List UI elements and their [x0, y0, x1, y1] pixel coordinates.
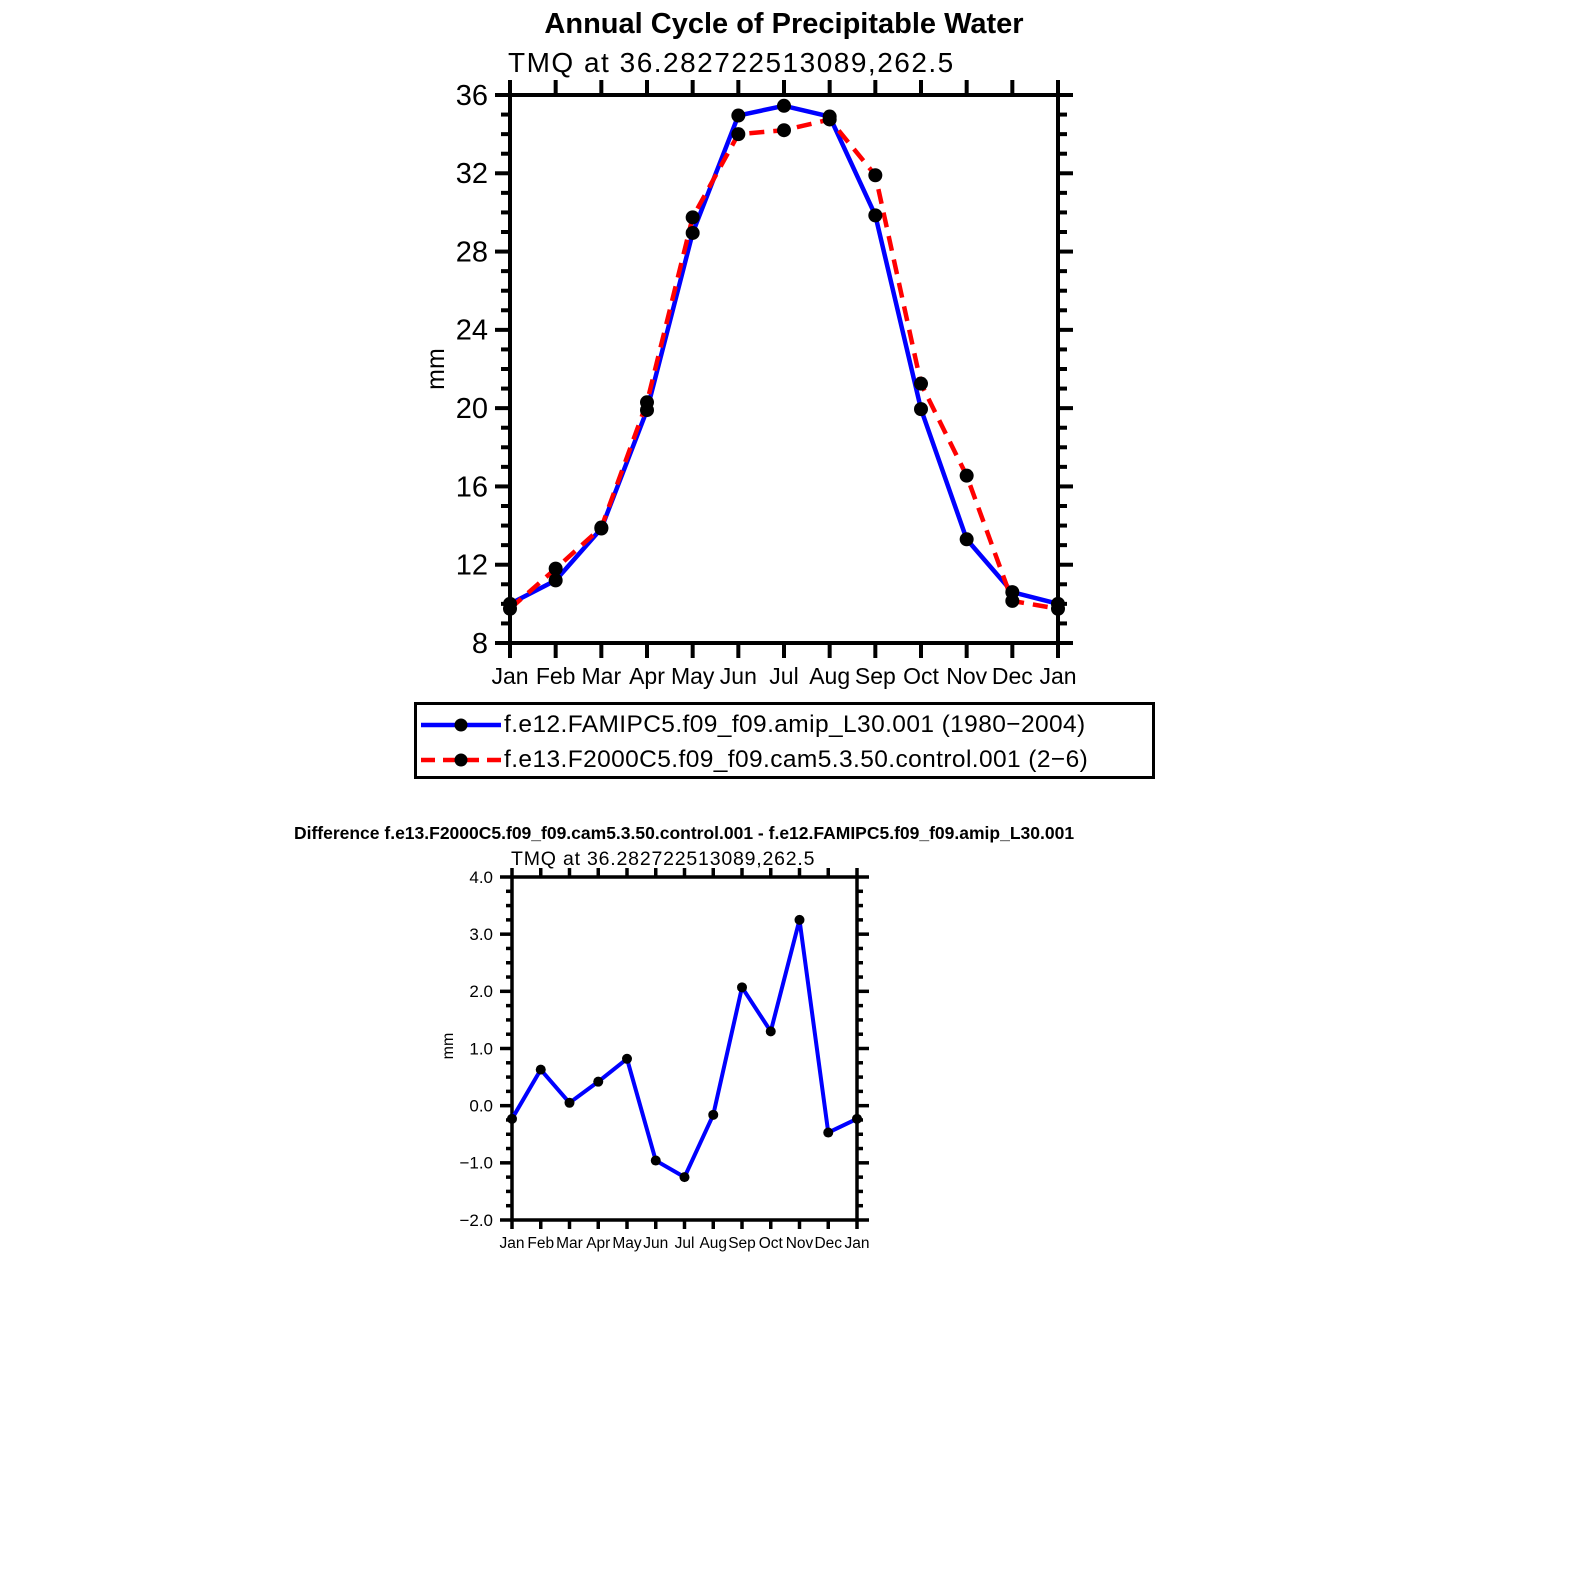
x-tick-label: Oct	[903, 663, 939, 689]
y-tick-label: 24	[455, 314, 488, 347]
axes	[495, 80, 1073, 658]
data-point-marker	[777, 123, 791, 137]
data-point-marker	[1005, 594, 1019, 608]
data-point-marker	[823, 112, 837, 126]
series-line-1	[510, 119, 1058, 608]
data-point-marker	[777, 99, 791, 113]
y-tick-label: −1.0	[459, 1153, 493, 1173]
data-point-marker	[914, 377, 928, 391]
x-tick-label: Mar	[556, 1235, 583, 1252]
top-chart-title: Annual Cycle of Precipitable Water	[544, 8, 1024, 40]
x-tick-label: Aug	[699, 1235, 728, 1252]
data-point-marker	[565, 1098, 575, 1108]
top-chart-plot	[390, 78, 1150, 718]
x-tick-label: Feb	[535, 663, 576, 689]
data-point-marker	[593, 1077, 603, 1087]
data-point-marker	[594, 521, 608, 535]
data-point-marker	[960, 469, 974, 483]
difference-chart-y-axis-label: mm	[440, 1032, 457, 1060]
x-tick-label: Jul	[674, 1235, 695, 1252]
legend-line-sample-red-dashed-icon	[420, 744, 502, 776]
y-tick-label: 4.0	[469, 867, 493, 887]
data-point-marker	[852, 1114, 862, 1124]
x-tick-label: Apr	[629, 663, 665, 689]
top-chart-y-axis-label: mm	[422, 348, 450, 390]
x-tick-label: Jan	[1039, 663, 1077, 689]
legend-line-sample-blue-solid-icon	[420, 709, 502, 741]
x-tick-label: May	[670, 663, 715, 689]
series-line-0	[512, 920, 857, 1177]
x-tick-label: Oct	[758, 1235, 783, 1252]
data-point-marker	[868, 208, 882, 222]
x-tick-label: Jun	[643, 1235, 669, 1252]
difference-chart-subtitle: TMQ at 36.282722513089,262.5	[511, 848, 816, 870]
data-point-marker	[731, 127, 745, 141]
tick-labels	[459, 868, 869, 1252]
y-tick-label: 28	[455, 236, 488, 269]
data-point-marker	[686, 226, 700, 240]
difference-chart-plot	[440, 862, 920, 1262]
data-point-marker	[766, 1026, 776, 1036]
y-tick-label: 0.0	[469, 1096, 493, 1116]
x-tick-label: May	[612, 1235, 642, 1252]
legend-box	[414, 702, 1155, 779]
data-point-marker	[640, 395, 654, 409]
data-point-marker	[795, 915, 805, 925]
x-tick-label: Nov	[946, 663, 988, 689]
data-point-marker	[507, 1114, 517, 1124]
y-tick-label: 36	[455, 79, 488, 112]
x-tick-label: Jul	[769, 663, 799, 689]
x-tick-label: Sep	[728, 1235, 756, 1252]
x-tick-label: Apr	[586, 1235, 611, 1252]
x-tick-label: Dec	[814, 1235, 843, 1252]
top-chart-subtitle: TMQ at 36.282722513089,262.5	[508, 47, 955, 78]
x-tick-label: Jan	[491, 663, 529, 689]
data-point-marker	[680, 1172, 690, 1182]
tick-labels	[456, 80, 1077, 689]
x-tick-label: Nov	[785, 1235, 814, 1252]
data-point-marker	[823, 1128, 833, 1138]
y-tick-label: 16	[455, 471, 488, 504]
x-tick-label: Dec	[991, 663, 1033, 689]
y-tick-label: 1.0	[469, 1039, 493, 1059]
data-point-marker	[536, 1065, 546, 1075]
legend-item-amip-run	[417, 707, 1152, 742]
y-tick-label: 3.0	[469, 924, 493, 944]
x-tick-label: Jan	[499, 1235, 525, 1252]
data-point-marker	[503, 602, 517, 616]
y-tick-label: 32	[455, 158, 488, 191]
x-tick-label: Aug	[809, 663, 851, 689]
data-point-marker	[1051, 602, 1065, 616]
y-tick-label: 20	[455, 393, 488, 426]
data-point-marker	[686, 210, 700, 224]
x-tick-label: Sep	[854, 663, 896, 689]
y-tick-label: 8	[471, 627, 488, 660]
x-tick-label: Mar	[581, 663, 622, 689]
data-point-marker	[868, 168, 882, 182]
y-tick-label: −2.0	[459, 1210, 493, 1230]
data-point-marker	[651, 1156, 661, 1166]
data-point-marker	[549, 562, 563, 576]
legend-label-control-run: f.e13.F2000C5.f09_f09.cam5.3.50.control.001 (2−6)	[504, 745, 1089, 773]
difference-chart-title: Difference f.e13.F2000C5.f09_f09.cam5.3.50.control.001 - f.e12.FAMIPC5.f09_f09.amip_L30.001	[293, 823, 1075, 843]
x-tick-label: Jun	[719, 663, 757, 689]
y-tick-label: 12	[455, 549, 488, 582]
data-point-marker	[914, 402, 928, 416]
data-point-marker	[622, 1054, 632, 1064]
x-tick-label: Jan	[844, 1235, 870, 1252]
legend-label-amip-run: f.e12.FAMIPC5.f09_f09.amip_L30.001 (1980−2004)	[504, 710, 1086, 738]
series-line-0	[510, 106, 1058, 604]
data-point-marker	[960, 532, 974, 546]
y-tick-label: 2.0	[469, 982, 493, 1002]
legend-item-control-run	[417, 742, 1152, 777]
data-point-marker	[708, 1110, 718, 1120]
data-point-marker	[737, 982, 747, 992]
x-tick-label: Feb	[527, 1235, 555, 1252]
data-point-marker	[731, 109, 745, 123]
